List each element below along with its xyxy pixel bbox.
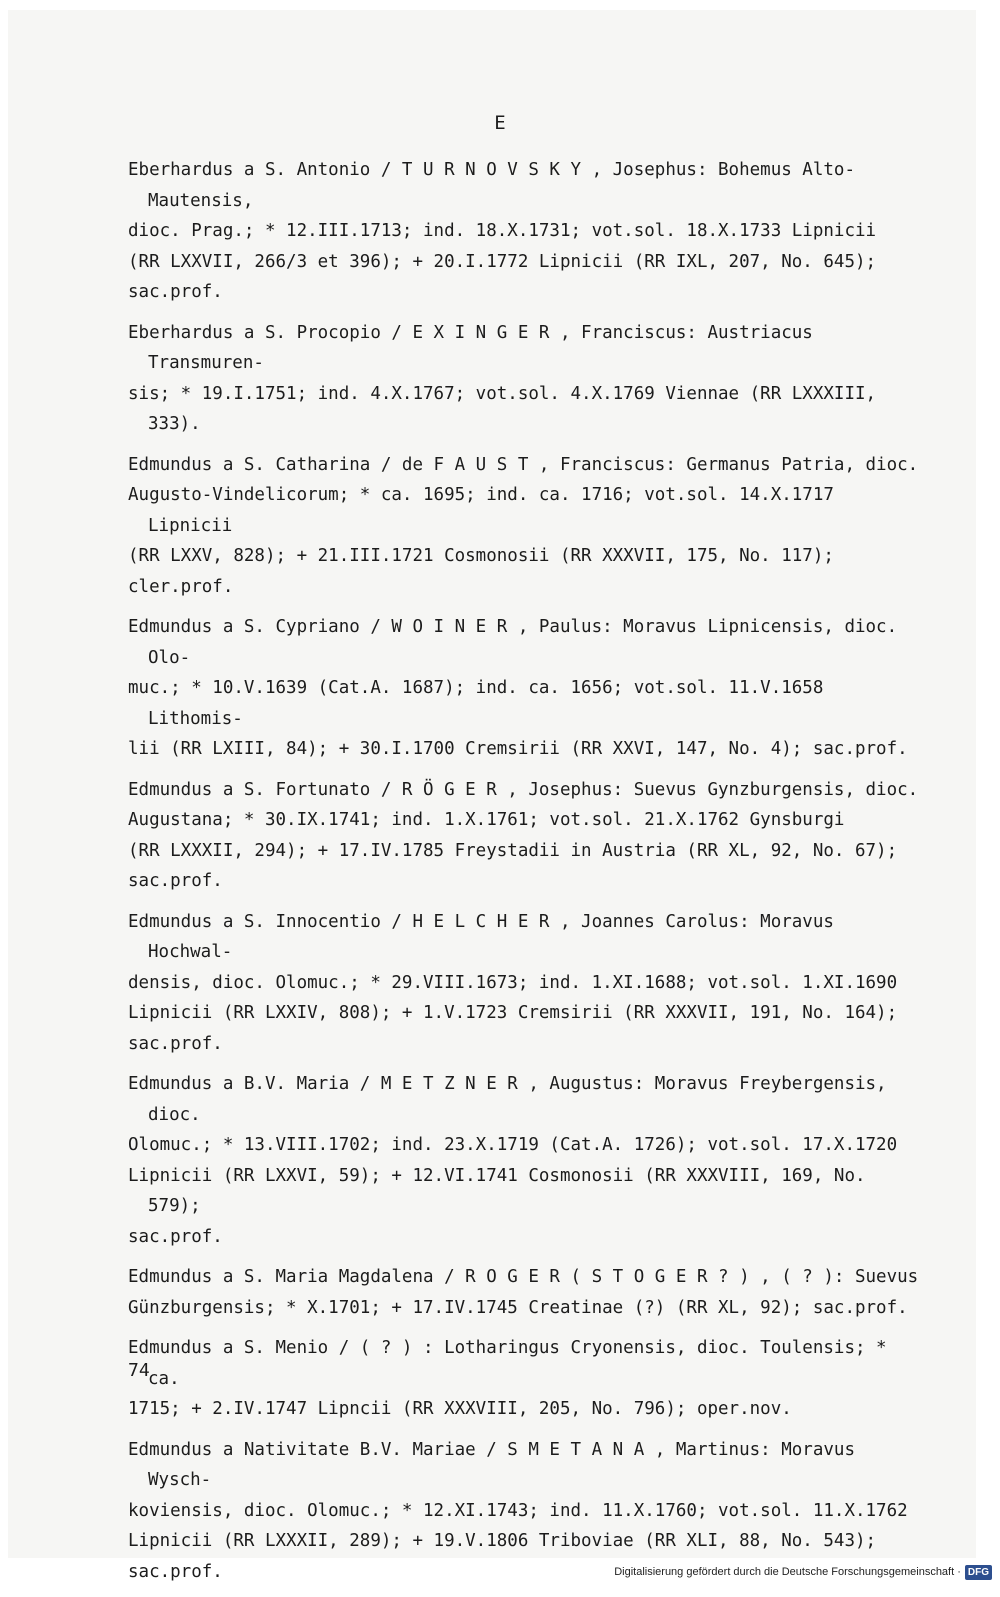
entry-line: sac.prof. bbox=[128, 871, 223, 891]
entry-line: Edmundus a S. Maria Magdalena / R O G E R ( S T O G E R ? ) , ( ? ): Suevus bbox=[128, 1267, 919, 1287]
entry-line: koviensis, dioc. Olomuc.; * 12.XI.1743; ind. 11.X.1760; vot.sol. 11.X.1762 bbox=[128, 1500, 908, 1521]
entry-line: sis; * 19.I.1751; ind. 4.X.1767; vot.sol. 4.X.1769 Viennae (RR LXXXIII, 333). bbox=[128, 383, 887, 434]
entry-line: Edmundus a B.V. Maria / M E T Z N E R , Augustus: Moravus Freybergensis, dioc. bbox=[128, 1074, 898, 1125]
entry-line: Eberhardus a S. Procopio / E X I N G E R , Franciscus: Austriacus Transmuren- bbox=[128, 322, 824, 373]
entry-line: (RR LXXVII, 266/3 et 396); + 20.I.1772 Lipnicii (RR IXL, 207, No. 645); bbox=[128, 251, 877, 272]
entry-line: Günzburgensis; * X.1701; + 17.IV.1745 Creatinae (?) (RR XL, 92); sac.prof. bbox=[128, 1297, 908, 1318]
section-letter: E bbox=[494, 112, 506, 134]
entry-line: Augustana; * 30.IX.1741; ind. 1.X.1761; vot.sol. 21.X.1762 Gynsburgi bbox=[128, 810, 845, 830]
register-entry bbox=[128, 1333, 928, 1425]
register-entry bbox=[128, 155, 928, 308]
entry-line: sac.prof. bbox=[128, 1226, 223, 1247]
entry-line: Eberhardus a S. Antonio / T U R N O V S K Y , Josephus: Bohemus Alto-Mautensis, bbox=[128, 160, 855, 211]
entry-line: cler.prof. bbox=[128, 576, 234, 597]
entry-line: sac.prof. bbox=[128, 282, 223, 302]
entry-line: muc.; * 10.V.1639 (Cat.A. 1687); ind. ca. 1656; vot.sol. 11.V.1658 Lithomis- bbox=[128, 678, 834, 729]
entry-line: Lipnicii (RR LXXIV, 808); + 1.V.1723 Cremsirii (RR XXXVII, 191, No. 164); bbox=[128, 1003, 898, 1023]
entry-line: Lipnicii (RR LXXVI, 59); + 12.VI.1741 Cosmonosii (RR XXXVIII, 169, No. 579); bbox=[128, 1165, 877, 1216]
entry-line: (RR LXXXII, 294); + 17.IV.1785 Freystadii in Austria (RR XL, 92, No. 67); bbox=[128, 840, 898, 861]
register-entry bbox=[128, 1262, 928, 1323]
register-entry bbox=[128, 450, 928, 603]
dfg-logo: DFG bbox=[965, 1565, 992, 1580]
entry-line: Edmundus a S. Innocentio / H E L C H E R , Joannes Carolus: Moravus Hochwal- bbox=[128, 911, 845, 962]
entry-line: 1715; + 2.IV.1747 Lipncii (RR XXXVIII, 205, No. 796); oper.nov. bbox=[128, 1399, 792, 1419]
entry-line: Lipnicii (RR LXXXII, 289); + 19.V.1806 Triboviae (RR XLI, 88, No. 543); bbox=[128, 1531, 877, 1551]
entry-line: Edmundus a S. Fortunato / R Ö G E R , Josephus: Suevus Gynzburgensis, dioc. bbox=[128, 779, 919, 800]
page-number: 74 bbox=[128, 1360, 150, 1381]
footer bbox=[614, 1563, 992, 1581]
footer-text: Digitalisierung gefördert durch die Deutsche Forschungsgemeinschaft · bbox=[614, 1566, 961, 1578]
entry-line: Olomuc.; * 13.VIII.1702; ind. 23.X.1719 (Cat.A. 1726); vot.sol. 17.X.1720 bbox=[128, 1135, 898, 1155]
entry-line: Edmundus a S. Menio / ( ? ) : Lotharingus Cryonensis, dioc. Toulensis; * ca. bbox=[128, 1338, 898, 1389]
entry-line: sac.prof. bbox=[128, 1561, 223, 1582]
entry-line: Augusto-Vindelicorum; * ca. 1695; ind. ca. 1716; vot.sol. 14.X.1717 Lipnicii bbox=[128, 485, 845, 536]
register-entry bbox=[128, 318, 928, 440]
register-entry bbox=[128, 1069, 928, 1252]
entry-line: Edmundus a Nativitate B.V. Mariae / S M E T A N A , Martinus: Moravus Wysch- bbox=[128, 1439, 866, 1490]
entry-line: (RR LXXV, 828); + 21.III.1721 Cosmonosii (RR XXXVII, 175, No. 117); bbox=[128, 546, 834, 566]
entry-line: dioc. Prag.; * 12.III.1713; ind. 18.X.1731; vot.sol. 18.X.1733 Lipnicii bbox=[128, 221, 877, 241]
entry-line: sac.prof. bbox=[128, 1033, 223, 1054]
entry-line: Edmundus a S. Catharina / de F A U S T , Franciscus: Germanus Patria, dioc. bbox=[128, 454, 919, 475]
entry-line: lii (RR LXIII, 84); + 30.I.1700 Cremsirii (RR XXVI, 147, No. 4); sac.prof. bbox=[128, 739, 908, 759]
entry-list bbox=[128, 155, 928, 1597]
entry-line: densis, dioc. Olomuc.; * 29.VIII.1673; ind. 1.XI.1688; vot.sol. 1.XI.1690 bbox=[128, 972, 898, 993]
entry-line: Edmundus a S. Cypriano / W O I N E R , Paulus: Moravus Lipnicensis, dioc. Olo- bbox=[128, 617, 908, 668]
register-entry bbox=[128, 775, 928, 897]
register-entry bbox=[128, 612, 928, 765]
register-entry bbox=[128, 907, 928, 1060]
